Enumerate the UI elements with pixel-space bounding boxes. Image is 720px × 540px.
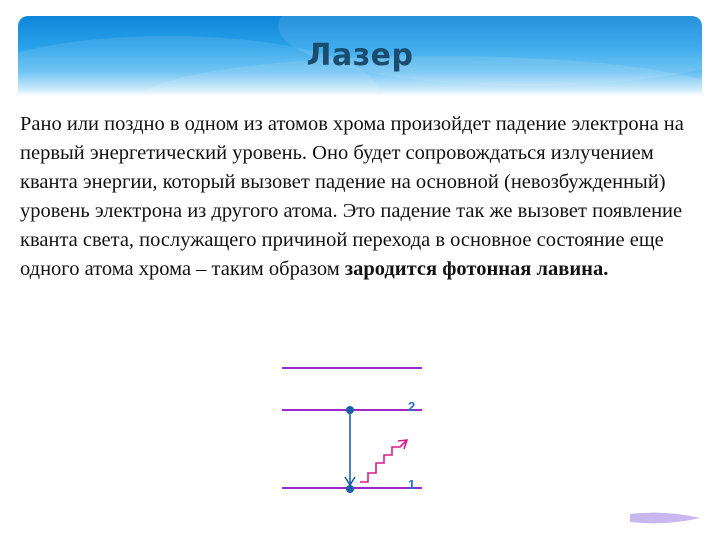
body-text-plain: Рано или поздно в одном из атомов хрома произойдет падение электрона на первый энергетический уровень. Оно будет сопровождаться излучением кванта энергии, который вызовет падение на основной (невозбужденный) уровень электрона из другого атома. Это падение так же вызовет появление кванта света, послужащего причиной перехода в основное состояние еще одного атома хрома – таким образом	[20, 113, 684, 280]
electron-dot-upper	[346, 406, 354, 414]
slide-title: Лазер	[306, 38, 414, 73]
body-text-bold: зародится фотонная лавина.	[344, 258, 609, 280]
slide-body-text	[20, 110, 700, 284]
corner-decoration	[630, 512, 700, 524]
level-2-label: 2	[408, 399, 416, 414]
level-1-label: 1	[408, 477, 416, 492]
photon-wave	[360, 441, 406, 482]
energy-level-diagram	[270, 355, 440, 505]
electron-dot-lower	[346, 485, 354, 493]
